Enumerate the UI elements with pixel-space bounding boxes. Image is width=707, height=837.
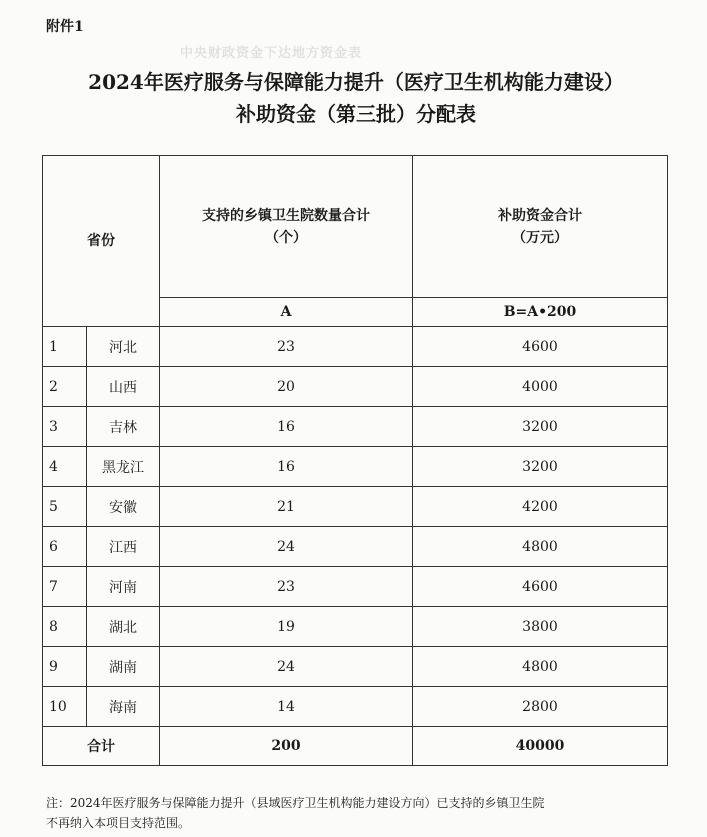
row-number: 6 [43,527,87,567]
table-row [43,487,668,527]
row-fund: 3200 [413,407,668,447]
total-row [43,727,668,766]
row-number: 2 [43,367,87,407]
header-township-count [160,156,413,298]
total-count: 200 [160,727,413,766]
row-province: 山西 [87,367,160,407]
title-line-2: 补助资金（第三批）分配表 [236,102,476,126]
row-fund: 3200 [413,447,668,487]
row-province: 湖南 [87,647,160,687]
header-fund-unit: （万元） [512,229,568,246]
row-number: 7 [43,567,87,607]
row-province: 吉林 [87,407,160,447]
row-count: 23 [160,567,413,607]
attachment-label: 附件1 [46,19,84,35]
row-province: 河南 [87,567,160,607]
row-fund: 4200 [413,487,668,527]
row-count: 21 [160,487,413,527]
row-fund: 4600 [413,567,668,607]
row-number: 3 [43,407,87,447]
document-title [40,66,672,130]
row-fund: 4000 [413,367,668,407]
table-row [43,647,668,687]
header-fund-label: 补助资金合计 [498,207,582,224]
header-count-unit: （个） [265,229,307,246]
row-count: 24 [160,647,413,687]
header-row [43,156,668,298]
table-row [43,447,668,487]
table-row [43,327,668,367]
total-label: 合计 [43,727,160,766]
bleed-through-text: 中央财政资金下达地方资金表 [180,46,363,61]
row-number: 9 [43,647,87,687]
header-province: 省份 [43,156,160,327]
row-count: 20 [160,367,413,407]
row-fund: 4800 [413,527,668,567]
row-province: 湖北 [87,607,160,647]
row-count: 19 [160,607,413,647]
table-row [43,407,668,447]
row-province: 江西 [87,527,160,567]
row-count: 24 [160,527,413,567]
row-number: 5 [43,487,87,527]
row-number: 1 [43,327,87,367]
row-number: 10 [43,687,87,727]
header-count-label: 支持的乡镇卫生院数量合计 [202,207,370,224]
header-subsidy-fund [413,156,668,298]
table-row [43,567,668,607]
row-count: 14 [160,687,413,727]
table-row [43,607,668,647]
row-fund: 3800 [413,607,668,647]
allocation-table [42,155,668,766]
total-fund: 40000 [413,727,668,766]
table-row [43,687,668,727]
formula-fund: B=A•200 [413,298,668,327]
row-province: 海南 [87,687,160,727]
footnote [46,793,666,833]
title-line-1: 2024年医疗服务与保障能力提升（医疗卫生机构能力建设） [88,70,624,94]
table-row [43,527,668,567]
row-fund: 4600 [413,327,668,367]
row-count: 16 [160,407,413,447]
formula-count: A [160,298,413,327]
row-count: 23 [160,327,413,367]
row-count: 16 [160,447,413,487]
row-province: 黑龙江 [87,447,160,487]
row-fund: 2800 [413,687,668,727]
row-province: 安徽 [87,487,160,527]
row-province: 河北 [87,327,160,367]
footnote-line-2: 不再纳入本项目支持范围。 [46,816,191,830]
table-row [43,367,668,407]
row-fund: 4800 [413,647,668,687]
row-number: 4 [43,447,87,487]
footnote-line-1: 注：2024年医疗服务与保障能力提升（县域医疗卫生机构能力建设方向）已支持的乡镇卫生院 [46,796,545,810]
row-number: 8 [43,607,87,647]
